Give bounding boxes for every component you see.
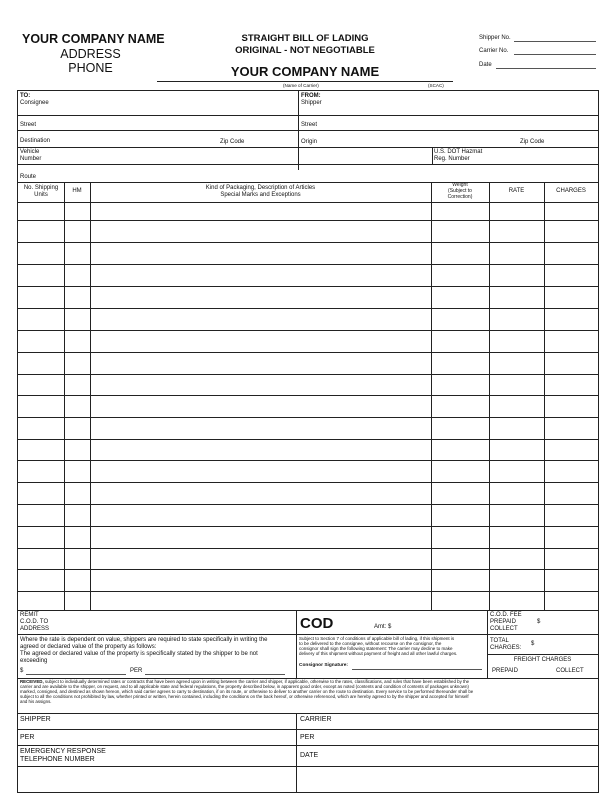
table-row[interactable]	[18, 330, 598, 331]
carrier-signature-label: CARRIER	[300, 716, 332, 723]
date-field[interactable]	[496, 68, 596, 69]
emergency-bottom-line	[18, 766, 598, 767]
table-row[interactable]	[18, 286, 598, 287]
total-charges-line	[487, 654, 598, 655]
table-row[interactable]	[18, 482, 598, 483]
signature-top-line	[18, 713, 598, 714]
section7-line3: consignor shall sign the following statement: The carrier may decline to make	[299, 646, 453, 651]
remit-line3: ADDRESS	[20, 626, 50, 632]
carrier-no-label: Carrier No.	[479, 48, 509, 54]
company-address: ADDRESS	[60, 47, 121, 61]
received-text-line4: subject to all the conditions not prohibited by law, whether printed or written, herein contained, including the conditions on the back hereof, or otherwise referenced, which are hereby agreed to by the shipper and accepted for himself	[20, 694, 469, 699]
vehicle-label: Vehicle	[20, 149, 40, 155]
cod-amount-label: Amt: $	[374, 624, 392, 630]
date-label: Date	[479, 62, 492, 68]
col-units-line2: Units	[34, 192, 48, 198]
dot-reg-label: Reg. Number	[434, 156, 470, 162]
route-line	[18, 182, 598, 183]
carrier-per-label: PER	[300, 734, 315, 741]
cod-fee-collect: COLLECT	[490, 626, 518, 632]
route-label: Route	[20, 174, 37, 180]
scac-caption: (SCAC)	[428, 83, 444, 88]
table-row[interactable]	[18, 220, 598, 221]
consignor-signature-label: Consignor Signature:	[299, 663, 349, 668]
col-divider-rate	[544, 182, 545, 610]
section7-line4: delivery of this shipment without payment of freight and all other lawful charges.	[299, 651, 458, 656]
destination-label: Destination	[20, 138, 51, 144]
freight-charges-label: FREIGHT CHARGES	[513, 657, 572, 663]
table-row[interactable]	[18, 460, 598, 461]
col-divider-units	[64, 182, 65, 610]
emergency-label-line2: TELEPHONE NUMBER	[20, 756, 95, 763]
col-divider-desc	[431, 182, 432, 610]
company-phone: PHONE	[68, 61, 113, 75]
doc-subtitle: ORIGINAL - NOT NEGOTIABLE	[235, 45, 375, 56]
cod-fee-prepaid: PREPAID	[490, 619, 516, 625]
col-weight-line3: Correction)	[447, 194, 473, 200]
declared-per-field[interactable]	[145, 674, 285, 675]
carrier-no-field[interactable]	[514, 54, 596, 55]
cod-fee-dollar: $	[537, 619, 541, 625]
to-label: TO:	[20, 93, 31, 99]
table-row[interactable]	[18, 417, 598, 418]
street-line	[18, 130, 598, 131]
declared-value-line1: Where the rate is dependent on value, shippers are required to state specifically in writing the	[20, 637, 268, 643]
destination-line	[18, 147, 598, 148]
total-charges-line2: CHARGES:	[490, 645, 522, 651]
shipper-signature-label: SHIPPER	[20, 716, 51, 723]
shipper-no-label: Shipper No.	[479, 35, 511, 41]
table-row[interactable]	[18, 202, 598, 203]
col-units-line1: No. Shipping	[23, 185, 59, 191]
received-lead: RECEIVED,	[20, 679, 44, 684]
remit-line	[18, 634, 296, 635]
section7-line1: Subject to Section 7 of conditions of applicable bill of lading, if this shipment is	[299, 636, 455, 641]
consignor-signature-field[interactable]	[352, 669, 482, 670]
col-rate: RATE	[508, 188, 525, 194]
table-row[interactable]	[18, 242, 598, 243]
shipper-label: Shipper	[301, 100, 322, 106]
emergency-label-line1: EMERGENCY RESPONSE	[20, 748, 106, 755]
received-text-line3: marked, consigned, and destined as shown hereon, which said carrier agrees to carry to destination, if on its route, or otherwise to deliver to another carrier on the route to destination. Every service to be performed thereunder shall be	[20, 689, 474, 694]
consignee-label: Consignee	[20, 100, 49, 106]
table-row[interactable]	[18, 526, 598, 527]
footer-divider-left	[296, 610, 297, 678]
origin-zip-label: Zip Code	[520, 139, 545, 145]
cod-fee-label: C.O.D. FEE	[490, 612, 522, 618]
freight-prepaid-option[interactable]: PREPAID	[492, 668, 518, 674]
origin-label: Origin	[301, 139, 318, 145]
table-row[interactable]	[18, 591, 598, 592]
col-divider-weight	[489, 182, 490, 610]
destination-zip-label: Zip Code	[220, 139, 245, 145]
col-hm: HM	[72, 188, 82, 194]
received-text-line5: and his assigns.	[20, 699, 52, 704]
cod-fee-line	[487, 634, 598, 635]
table-row[interactable]	[18, 264, 598, 265]
dot-divider	[432, 147, 433, 164]
from-label: FROM:	[301, 93, 321, 99]
signature-date-label: DATE	[300, 752, 319, 759]
company-name: YOUR COMPANY NAME	[22, 32, 165, 46]
doc-title: STRAIGHT BILL OF LADING	[241, 33, 369, 44]
consignee-street-label: Street	[20, 122, 37, 128]
table-row[interactable]	[18, 548, 598, 549]
declared-dollar: $	[20, 668, 24, 674]
carrier-company-name: YOUR COMPANY NAME	[230, 64, 380, 79]
vehicle-line	[18, 164, 598, 165]
col-desc-line1: Kind of Packaging, Description of Articles	[205, 185, 316, 191]
shipper-street-label: Street	[301, 122, 318, 128]
signature-mid-line	[18, 729, 598, 730]
shipper-per-label: PER	[20, 734, 35, 741]
signature-per-line	[18, 745, 598, 746]
declared-value-line3: The agreed or declared value of the property is specifically stated by the shipper to be not	[20, 651, 258, 657]
signature-divider	[296, 713, 297, 793]
declared-value-line2: agreed or declared value of the property as follows:	[20, 644, 157, 650]
carrier-name-caption: (Name of Carrier)	[283, 83, 319, 88]
col-charges: CHARGES	[556, 188, 586, 194]
vehicle-number-label: Number	[20, 156, 42, 162]
shipper-no-field[interactable]	[514, 41, 596, 42]
table-row[interactable]	[18, 352, 598, 353]
table-row[interactable]	[18, 374, 598, 375]
cod-label: COD	[300, 615, 334, 632]
total-charges-line1: TOTAL	[490, 638, 509, 644]
remit-line2: C.O.D. TO	[20, 619, 49, 625]
cod-line	[296, 634, 487, 635]
consignee-line	[18, 115, 598, 116]
col-weight-line1: Weight	[452, 182, 468, 188]
table-row[interactable]	[18, 569, 598, 570]
remit-line1: REMIT	[20, 612, 39, 618]
received-text-line2: carrier and are available to the shipper, on request, and to all applicable state and federal regulations, the property described below, in apparent good order, except as noted (contents and condition of contents of packages unknown)	[20, 684, 469, 689]
freight-collect-option[interactable]: COLLECT	[556, 668, 584, 674]
col-divider-hm	[90, 182, 91, 610]
footer-divider-right	[487, 610, 488, 678]
total-charges-dollar: $	[531, 641, 535, 647]
carrier-name-line	[157, 81, 453, 82]
dot-hazmat-label: U.S. DOT Hazmat	[434, 149, 483, 155]
declared-value-line4: exceeding	[20, 658, 48, 664]
table-bottom-line	[18, 610, 598, 611]
col-weight-line2: (Subject to	[448, 188, 472, 194]
table-row[interactable]	[18, 308, 598, 309]
declared-per-label: PER	[130, 668, 143, 674]
table-row[interactable]	[18, 395, 598, 396]
table-row[interactable]	[18, 439, 598, 440]
col-desc-line2: Special Marks and Exceptions	[220, 192, 301, 198]
declared-amount-field[interactable]	[26, 674, 126, 675]
table-row[interactable]	[18, 504, 598, 505]
received-text-1: subject to individually determined rates or contracts that have been agreed upon in writing between the carrier and shipper, if applicable, otherwise to the rates, classifications, and rules that have been established by the	[44, 679, 470, 684]
section7-line2: to be delivered to the consignee, without recourse on the consignor, the	[299, 641, 442, 646]
